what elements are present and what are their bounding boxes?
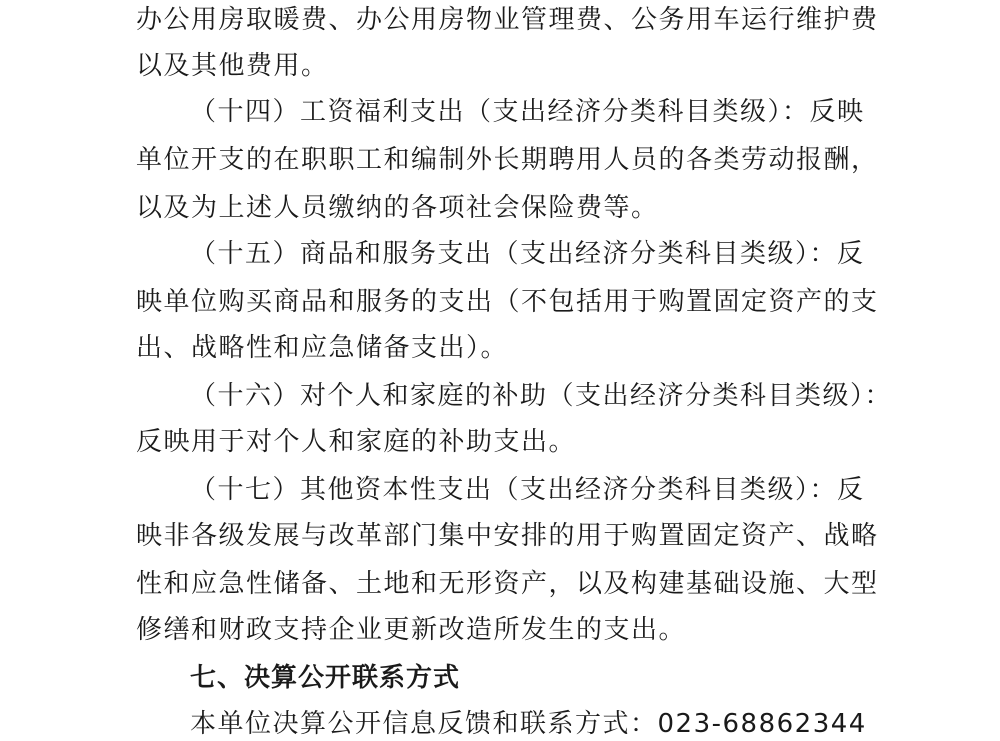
paragraph-15-line-2: 映单位购买商品和服务的支出（不包括用于购置固定资产的支 xyxy=(136,287,879,317)
paragraph-17-line-1: （十七）其他资本性支出（支出经济分类科目类级）：反 xyxy=(190,475,865,505)
contact-line: 本单位决算公开信息反馈和联系方式：023-68862344 xyxy=(190,709,867,739)
paragraph-17-line-3: 性和应急性储备、土地和无形资产，以及构建基础设施、大型 xyxy=(136,569,879,599)
paragraph-14-line-1: （十四）工资福利支出（支出经济分类科目类级）：反映 xyxy=(190,97,865,127)
paragraph-15-line-3: 出、战略性和应急储备支出）。 xyxy=(136,333,509,363)
paragraph-16-line-1: （十六）对个人和家庭的补助（支出经济分类科目类级）： xyxy=(190,381,893,411)
paragraph-13-line-2: 以及其他费用。 xyxy=(136,51,329,81)
paragraph-14-line-3: 以及为上述人员缴纳的各项社会保险费等。 xyxy=(136,193,659,223)
paragraph-13-line-1: 办公用房取暖费、办公用房物业管理费、公务用车运行维护费 xyxy=(136,5,879,35)
paragraph-17-line-4: 修缮和财政支持企业更新改造所发生的支出。 xyxy=(136,615,687,645)
paragraph-17-line-2: 映非各级发展与改革部门集中安排的用于购置固定资产、战略 xyxy=(136,521,879,551)
paragraph-14-line-2: 单位开支的在职职工和编制外长期聘用人员的各类劳动报酬， xyxy=(136,145,879,175)
section-7-heading: 七、决算公开联系方式 xyxy=(190,663,461,693)
paragraph-15-line-1: （十五）商品和服务支出（支出经济分类科目类级）：反 xyxy=(190,239,865,269)
paragraph-16-line-2: 反映用于对个人和家庭的补助支出。 xyxy=(136,427,577,457)
